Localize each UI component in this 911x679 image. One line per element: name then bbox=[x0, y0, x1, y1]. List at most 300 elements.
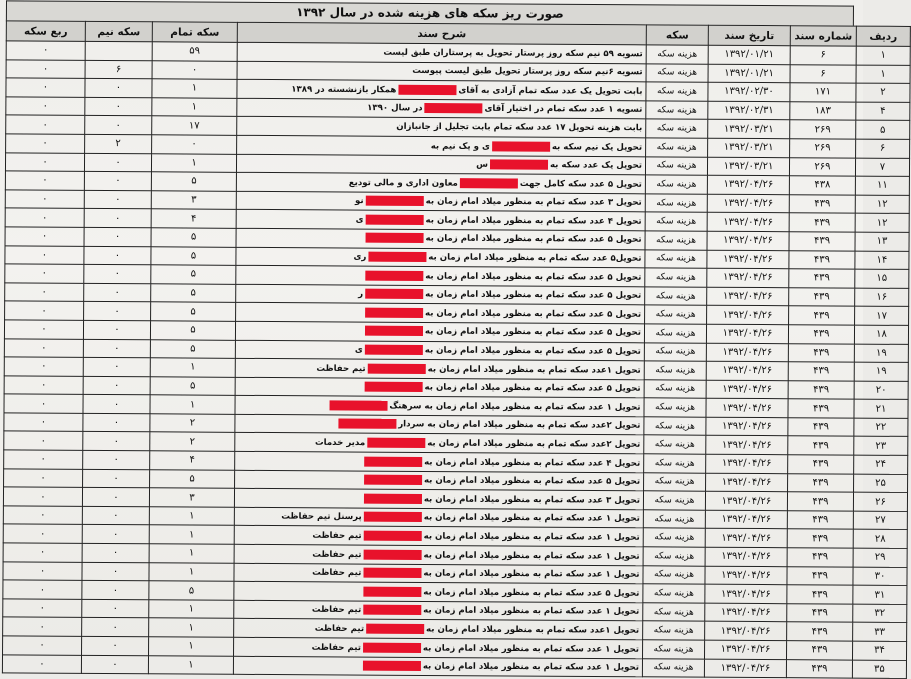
full-coin-cell: ۵ bbox=[151, 265, 236, 284]
full-coin-cell: ۱ bbox=[149, 507, 234, 526]
description-cell bbox=[235, 470, 644, 491]
half-coin-cell: ۰ bbox=[81, 655, 148, 674]
quarter-coin-cell: ۰ bbox=[4, 431, 83, 450]
description-cell bbox=[236, 191, 645, 212]
coin-type-cell: هزینه سکه bbox=[644, 361, 706, 380]
full-coin-cell: ۲ bbox=[150, 432, 235, 451]
doc-date-cell: ۱۳۹۲/۰۴/۲۶ bbox=[706, 436, 788, 455]
coin-type-cell: هزینه سکه bbox=[644, 380, 706, 399]
quarter-coin-cell: ۰ bbox=[4, 376, 83, 395]
row-number-cell: ۲۵ bbox=[854, 474, 908, 493]
coin-type-cell: هزینه سکه bbox=[642, 658, 704, 677]
quarter-coin-cell: ۰ bbox=[3, 636, 82, 655]
row-number-cell: ۱۲ bbox=[855, 195, 909, 214]
full-coin-cell: ۱ bbox=[150, 395, 235, 414]
description-suffix: تیم حفاظت bbox=[315, 624, 364, 634]
description-suffix: پرسنل تیم حفاظت bbox=[281, 512, 362, 522]
doc-date-cell: ۱۳۹۲/۰۳/۲۱ bbox=[708, 120, 790, 139]
redaction-mark bbox=[398, 85, 456, 95]
description-suffix: ی و یک نیم به bbox=[431, 141, 490, 151]
doc-number-cell: ۴۳۹ bbox=[789, 250, 855, 269]
full-coin-cell: ۵ bbox=[150, 321, 235, 340]
doc-number-cell: ۴۳۹ bbox=[789, 306, 855, 325]
full-coin-cell: ۱ bbox=[152, 98, 237, 117]
doc-date-cell: ۱۳۹۲/۰۴/۲۶ bbox=[705, 603, 787, 622]
coin-type-cell: هزینه سکه bbox=[643, 491, 705, 510]
full-coin-cell: ۴ bbox=[151, 209, 236, 228]
redaction-mark bbox=[460, 178, 518, 188]
full-coin-cell: ۵ bbox=[151, 228, 236, 247]
description-text: تحویل ۱عدد سکه تمام به منظور میلاد امام زمان به bbox=[428, 364, 641, 375]
half-coin-cell bbox=[85, 41, 152, 60]
full-coin-cell: ۱ bbox=[149, 562, 234, 581]
doc-date-cell: ۱۳۹۲/۰۴/۲۶ bbox=[706, 380, 788, 399]
coin-type-cell: هزینه سکه bbox=[645, 156, 707, 175]
doc-date-cell: ۱۳۹۲/۰۱/۲۱ bbox=[708, 45, 790, 64]
doc-number-cell: ۴۳۹ bbox=[789, 287, 855, 306]
full-coin-cell: ۲ bbox=[150, 414, 235, 433]
full-coin-cell: ۱ bbox=[148, 655, 233, 674]
header-half-coin: سکه نیم bbox=[85, 21, 152, 41]
half-coin-cell: ۰ bbox=[82, 488, 149, 507]
redaction-mark bbox=[365, 345, 423, 355]
description-text: تحویل ۵ عدد سکه تمام به منظور میلاد امام زمان به bbox=[424, 476, 640, 487]
full-coin-cell: ۵۹ bbox=[152, 42, 237, 61]
description-text: تحویل ۱ عدد سکه تمام به منظور میلاد امام زمان به bbox=[423, 569, 639, 580]
full-coin-cell: ۱ bbox=[149, 544, 234, 563]
description-cell bbox=[235, 433, 644, 454]
description-text: تحویل ۱ عدد سکه تمام به منظور میلاد امام زمان به bbox=[423, 662, 639, 673]
doc-date-cell: ۱۳۹۲/۰۴/۲۶ bbox=[705, 529, 787, 548]
quarter-coin-cell: ۰ bbox=[5, 171, 84, 190]
coin-type-cell: هزینه سکه bbox=[645, 212, 707, 231]
description-cell bbox=[236, 172, 645, 193]
coin-type-cell: هزینه سکه bbox=[643, 565, 705, 584]
description-text: تحویل ۱عدد سکه تمام به منظور میلاد امام زمان به bbox=[426, 624, 639, 635]
quarter-coin-cell: ۰ bbox=[6, 41, 85, 60]
redaction-mark bbox=[338, 419, 396, 429]
doc-number-cell: ۴۳۹ bbox=[787, 511, 853, 530]
redaction-mark bbox=[363, 642, 421, 652]
row-number-cell: ۲۸ bbox=[853, 530, 907, 549]
description-suffix: تیم حفاظت bbox=[312, 642, 361, 652]
doc-number-cell: ۶ bbox=[790, 46, 856, 65]
description-suffix: نو bbox=[355, 196, 364, 206]
half-coin-cell: ۰ bbox=[83, 432, 150, 451]
doc-date-cell: ۱۳۹۲/۰۴/۲۶ bbox=[707, 194, 789, 213]
half-coin-cell: ۰ bbox=[84, 246, 151, 265]
doc-number-cell: ۴۳۹ bbox=[786, 641, 852, 660]
description-suffix: تیم حفاظت bbox=[316, 363, 365, 373]
doc-date-cell: ۱۳۹۲/۰۴/۲۶ bbox=[706, 473, 788, 492]
description-text: تحویل ۱ عدد سکه تمام به منظور میلاد امام زمان به bbox=[423, 550, 639, 561]
redaction-mark bbox=[425, 103, 483, 113]
half-coin-cell: ۰ bbox=[82, 636, 149, 655]
row-number-cell: ۳۱ bbox=[853, 585, 907, 604]
doc-number-cell: ۴۳۹ bbox=[788, 399, 854, 418]
doc-number-cell: ۴۳۹ bbox=[787, 492, 853, 511]
coin-type-cell: هزینه سکه bbox=[644, 342, 706, 361]
doc-date-cell: ۱۳۹۲/۰۱/۲۱ bbox=[708, 64, 790, 83]
description-text: تسویه ۱ عدد سکه تمام در اختیار آقای bbox=[485, 104, 643, 115]
coin-type-cell: هزینه سکه bbox=[645, 268, 707, 287]
description-text: بابت تحویل یک عدد سکه تمام آزادی به آقای bbox=[458, 85, 642, 96]
doc-number-cell: ۴۳۹ bbox=[789, 213, 855, 232]
redaction-mark bbox=[364, 475, 422, 485]
header-row-number: ردیف bbox=[856, 26, 910, 46]
full-coin-cell: ۱ bbox=[149, 618, 234, 637]
description-text: تحویل ۱ عدد سکه تمام به منظور میلاد امام زمان به سرهنگ bbox=[389, 401, 640, 413]
full-coin-cell: ۵ bbox=[149, 581, 234, 600]
redaction-mark bbox=[367, 438, 425, 448]
description-cell bbox=[234, 563, 643, 584]
half-coin-cell: ۰ bbox=[84, 153, 151, 172]
quarter-coin-cell: ۰ bbox=[3, 599, 82, 618]
doc-date-cell: ۱۳۹۲/۰۴/۲۶ bbox=[705, 622, 787, 641]
redaction-mark bbox=[490, 159, 548, 169]
doc-number-cell: ۴۳۹ bbox=[789, 232, 855, 251]
row-number-cell: ۲۷ bbox=[853, 511, 907, 530]
coin-type-cell: هزینه سکه bbox=[646, 101, 708, 120]
quarter-coin-cell: ۰ bbox=[6, 97, 85, 116]
description-suffix: همکار بازنشسته در ۱۳۸۹ bbox=[291, 84, 396, 95]
redaction-mark bbox=[492, 141, 550, 151]
coin-type-cell: هزینه سکه bbox=[644, 398, 706, 417]
doc-date-cell: ۱۳۹۲/۰۴/۲۶ bbox=[706, 343, 788, 362]
redaction-mark bbox=[365, 289, 423, 299]
half-coin-cell: ۰ bbox=[83, 357, 150, 376]
full-coin-cell: ۱ bbox=[151, 153, 236, 172]
row-number-cell: ۳۴ bbox=[852, 641, 906, 660]
description-cell bbox=[237, 42, 646, 63]
quarter-coin-cell: ۰ bbox=[5, 245, 84, 264]
quarter-coin-cell: ۰ bbox=[5, 152, 84, 171]
coin-type-cell: هزینه سکه bbox=[646, 82, 708, 101]
full-coin-cell: ۵ bbox=[151, 246, 236, 265]
coin-type-cell: هزینه سکه bbox=[643, 603, 705, 622]
doc-date-cell: ۱۳۹۲/۰۴/۲۶ bbox=[707, 268, 789, 287]
description-cell bbox=[234, 619, 643, 640]
doc-number-cell: ۴۳۹ bbox=[788, 325, 854, 344]
description-text: تحویل یک نیم سکه به bbox=[552, 142, 642, 153]
quarter-coin-cell: ۰ bbox=[4, 394, 83, 413]
doc-number-cell: ۲۶۹ bbox=[790, 120, 856, 139]
description-cell bbox=[234, 507, 643, 528]
description-cell bbox=[234, 526, 643, 547]
redaction-mark bbox=[365, 382, 423, 392]
half-coin-cell: ۰ bbox=[82, 599, 149, 618]
doc-date-cell: ۱۳۹۲/۰۴/۲۶ bbox=[704, 640, 786, 659]
quarter-coin-cell: ۰ bbox=[4, 338, 83, 357]
full-coin-cell: ۵ bbox=[151, 302, 236, 321]
quarter-coin-cell: ۰ bbox=[4, 413, 83, 432]
row-number-cell: ۶ bbox=[856, 139, 910, 158]
doc-number-cell: ۴۳۹ bbox=[788, 473, 854, 492]
coin-type-cell: هزینه سکه bbox=[646, 63, 708, 82]
quarter-coin-cell: ۰ bbox=[3, 617, 82, 636]
doc-number-cell: ۴۳۹ bbox=[787, 585, 853, 604]
quarter-coin-cell: ۰ bbox=[4, 320, 83, 339]
doc-number-cell: ۴۳۹ bbox=[786, 659, 852, 678]
row-number-cell: ۳۰ bbox=[853, 567, 907, 586]
coin-type-cell: هزینه سکه bbox=[646, 138, 708, 157]
quarter-coin-cell: ۰ bbox=[6, 78, 85, 97]
header-full-coin: سکه تمام bbox=[152, 22, 237, 43]
half-coin-cell: ۰ bbox=[85, 116, 152, 135]
description-text: بابت هزینه تحویل ۱۷ عدد سکه تمام بابت تجلیل از جانبازان bbox=[396, 122, 642, 134]
row-number-cell: ۱۷ bbox=[855, 306, 909, 325]
row-number-cell: ۲۶ bbox=[853, 492, 907, 511]
row-number-cell: ۲۱ bbox=[854, 399, 908, 418]
full-coin-cell: ۱ bbox=[149, 637, 234, 656]
coin-type-cell: هزینه سکه bbox=[644, 435, 706, 454]
full-coin-cell: ۱ bbox=[149, 600, 234, 619]
redaction-mark bbox=[363, 568, 421, 578]
description-text: تحویل ۳ عدد سکه تمام به منظور میلاد امام زمان به bbox=[426, 197, 642, 208]
description-text: تحویل ۵ عدد سکه تمام به منظور میلاد امام زمان به bbox=[423, 587, 639, 598]
full-coin-cell: ۰ bbox=[152, 135, 237, 154]
description-cell bbox=[234, 544, 643, 565]
row-number-cell: ۱ bbox=[856, 46, 910, 65]
quarter-coin-cell: ۰ bbox=[6, 134, 85, 153]
description-cell bbox=[235, 321, 644, 342]
doc-date-cell: ۱۳۹۲/۰۴/۲۶ bbox=[707, 250, 789, 269]
half-coin-cell: ۰ bbox=[84, 209, 151, 228]
description-text: تحویل ۲عدد سکه تمام به منظور میلاد امام زمان به سردار bbox=[398, 420, 640, 431]
row-number-cell: ۷ bbox=[855, 158, 909, 177]
coin-type-cell: هزینه سکه bbox=[645, 175, 707, 194]
header-quarter-coin: ربع سکه bbox=[6, 21, 85, 41]
row-number-cell: ۲ bbox=[856, 83, 910, 102]
description-cell bbox=[237, 80, 646, 101]
description-text: تسویه ۶نیم سکه روز پرستار تحویل طبق لیست پیوست bbox=[412, 66, 642, 77]
coin-type-cell: هزینه سکه bbox=[644, 324, 706, 343]
doc-date-cell: ۱۳۹۲/۰۴/۲۶ bbox=[705, 547, 787, 566]
row-number-cell: ۴ bbox=[856, 102, 910, 121]
description-cell bbox=[235, 340, 644, 361]
quarter-coin-cell: ۰ bbox=[2, 654, 81, 673]
row-number-cell: ۵ bbox=[856, 120, 910, 139]
description-cell bbox=[234, 582, 643, 603]
description-suffix: در سال ۱۳۹۰ bbox=[367, 103, 423, 113]
half-coin-cell: ۰ bbox=[84, 172, 151, 191]
row-number-cell: ۱۴ bbox=[855, 251, 909, 270]
quarter-coin-cell: ۰ bbox=[5, 283, 84, 302]
header-doc-number: شماره سند bbox=[790, 26, 856, 46]
description-text: تحویل ۴ عدد سکه تمام به منظور میلاد امام زمان به bbox=[426, 215, 642, 226]
coin-type-cell: هزینه سکه bbox=[643, 510, 705, 529]
redaction-mark bbox=[364, 493, 422, 503]
doc-date-cell: ۱۳۹۲/۰۴/۲۶ bbox=[707, 231, 789, 250]
half-coin-cell: ۰ bbox=[84, 227, 151, 246]
doc-date-cell: ۱۳۹۲/۰۴/۲۶ bbox=[705, 584, 787, 603]
full-coin-cell: ۵ bbox=[150, 376, 235, 395]
doc-date-cell: ۱۳۹۲/۰۴/۲۶ bbox=[707, 287, 789, 306]
description-text: تحویل ۵ عدد سکه تمام به منظور میلاد امام زمان به bbox=[425, 271, 641, 282]
coin-type-cell: هزینه سکه bbox=[645, 194, 707, 213]
doc-number-cell: ۴۳۹ bbox=[788, 343, 854, 362]
description-text: تحویل ۲عدد سکه تمام به منظور میلاد امام زمان به bbox=[427, 439, 640, 450]
coin-type-cell: هزینه سکه bbox=[645, 287, 707, 306]
redaction-mark bbox=[368, 252, 426, 262]
row-number-cell: ۲۰ bbox=[854, 381, 908, 400]
redaction-mark bbox=[364, 531, 422, 541]
doc-number-cell: ۴۳۹ bbox=[787, 566, 853, 585]
redaction-mark bbox=[365, 307, 423, 317]
description-text: تحویل ۵ عدد سکه تمام به منظور میلاد امام زمان به bbox=[425, 383, 641, 394]
full-coin-cell: ۵ bbox=[150, 469, 235, 488]
half-coin-cell: ۰ bbox=[84, 283, 151, 302]
coin-expense-table bbox=[2, 20, 911, 679]
row-number-cell: ۱۹ bbox=[854, 362, 908, 381]
quarter-coin-cell: ۰ bbox=[6, 115, 85, 134]
half-coin-cell: ۰ bbox=[83, 413, 150, 432]
description-cell bbox=[234, 600, 643, 621]
half-coin-cell: ۰ bbox=[85, 97, 152, 116]
doc-date-cell: ۱۳۹۲/۰۴/۲۶ bbox=[705, 510, 787, 529]
full-coin-cell: ۵ bbox=[151, 172, 236, 191]
quarter-coin-cell: ۰ bbox=[4, 469, 83, 488]
row-number-cell: ۱ bbox=[856, 65, 910, 84]
doc-date-cell: ۱۳۹۲/۰۴/۲۶ bbox=[706, 454, 788, 473]
quarter-coin-cell: ۰ bbox=[3, 506, 82, 525]
half-coin-cell: ۰ bbox=[82, 581, 149, 600]
doc-number-cell: ۲۶۹ bbox=[789, 157, 855, 176]
quarter-coin-cell: ۰ bbox=[6, 60, 85, 79]
full-coin-cell: ۳ bbox=[149, 488, 234, 507]
redaction-mark bbox=[366, 215, 424, 225]
description-cell bbox=[233, 656, 642, 677]
coin-type-cell: هزینه سکه bbox=[645, 231, 707, 250]
half-coin-cell: ۰ bbox=[83, 320, 150, 339]
quarter-coin-cell: ۰ bbox=[3, 562, 82, 581]
redaction-mark bbox=[365, 326, 423, 336]
full-coin-cell: ۵ bbox=[150, 339, 235, 358]
description-text: تحویل ۱ عدد سکه تمام به منظور میلاد امام زمان به bbox=[424, 531, 640, 542]
doc-number-cell: ۴۳۹ bbox=[788, 418, 854, 437]
quarter-coin-cell: ۰ bbox=[5, 227, 84, 246]
redaction-mark bbox=[364, 456, 422, 466]
doc-date-cell: ۱۳۹۲/۰۴/۲۶ bbox=[705, 566, 787, 585]
description-suffix: تیم حفاظت bbox=[312, 568, 361, 578]
description-suffix: ی bbox=[356, 215, 364, 225]
description-text: تحویل ۴ عدد سکه تمام به منظور میلاد امام زمان به bbox=[424, 457, 640, 468]
description-cell bbox=[236, 284, 645, 305]
doc-number-cell: ۲۶۹ bbox=[790, 139, 856, 158]
doc-number-cell: ۴۳۹ bbox=[788, 362, 854, 381]
doc-date-cell: ۱۳۹۲/۰۴/۲۶ bbox=[706, 398, 788, 417]
doc-date-cell: ۱۳۹۲/۰۴/۲۶ bbox=[705, 491, 787, 510]
row-number-cell: ۲۴ bbox=[854, 455, 908, 474]
doc-date-cell: ۱۳۹۲/۰۲/۳۰ bbox=[708, 82, 790, 101]
row-number-cell: ۱۲ bbox=[855, 213, 909, 232]
full-coin-cell: ۱۷ bbox=[152, 116, 237, 135]
description-suffix: ی bbox=[355, 345, 363, 355]
redaction-mark bbox=[363, 605, 421, 615]
description-cell bbox=[236, 228, 645, 249]
description-cell bbox=[237, 117, 646, 138]
doc-number-cell: ۴۳۹ bbox=[787, 548, 853, 567]
redaction-mark bbox=[364, 512, 422, 522]
header-coin-type: سکه bbox=[646, 25, 708, 45]
description-text: تسویه ۵۹ نیم سکه روز پرستار تحویل به پرستاران طبق لیست bbox=[383, 48, 642, 60]
row-number-cell: ۱۵ bbox=[855, 269, 909, 288]
half-coin-cell: ۰ bbox=[82, 506, 149, 525]
row-number-cell: ۲۲ bbox=[854, 418, 908, 437]
doc-date-cell: ۱۳۹۲/۰۴/۲۶ bbox=[706, 324, 788, 343]
row-number-cell: ۱۶ bbox=[855, 288, 909, 307]
coin-type-cell: هزینه سکه bbox=[643, 528, 705, 547]
redaction-mark bbox=[368, 363, 426, 373]
full-coin-cell: ۳ bbox=[151, 191, 236, 210]
coin-type-cell: هزینه سکه bbox=[646, 119, 708, 138]
quarter-coin-cell: ۰ bbox=[5, 301, 84, 320]
document-sheet bbox=[2, 0, 854, 678]
description-cell bbox=[234, 489, 643, 510]
doc-number-cell: ۴۳۹ bbox=[787, 529, 853, 548]
row-number-cell: ۱۱ bbox=[855, 176, 909, 195]
coin-type-cell: هزینه سکه bbox=[645, 305, 707, 324]
quarter-coin-cell: ۰ bbox=[3, 487, 82, 506]
row-number-cell: ۳۵ bbox=[852, 660, 906, 679]
coin-type-cell: هزینه سکه bbox=[643, 621, 705, 640]
quarter-coin-cell: ۰ bbox=[3, 580, 82, 599]
description-text: تحویل یک عدد سکه به bbox=[550, 160, 642, 171]
description-suffix: ر bbox=[358, 289, 363, 299]
document-title: صورت ریز سکه های هزینه شده در سال ۱۳۹۲ bbox=[6, 0, 854, 25]
doc-date-cell: ۱۳۹۲/۰۳/۲۱ bbox=[708, 138, 790, 157]
half-coin-cell: ۰ bbox=[83, 339, 150, 358]
row-number-cell: ۳۲ bbox=[853, 604, 907, 623]
coin-type-cell: هزینه سکه bbox=[644, 454, 706, 473]
description-cell bbox=[236, 247, 645, 268]
doc-date-cell: ۱۳۹۲/۰۴/۲۶ bbox=[704, 659, 786, 678]
description-text: تحویل ۵ عدد سکه تمام به منظور میلاد امام زمان به bbox=[425, 234, 641, 245]
half-coin-cell: ۰ bbox=[84, 190, 151, 209]
coin-type-cell: هزینه سکه bbox=[643, 584, 705, 603]
description-text: تحویل ۵ عدد سکه تمام به منظور میلاد امام زمان به bbox=[425, 290, 641, 301]
description-text: تحویل ۱ عدد سکه تمام به منظور میلاد امام زمان به bbox=[423, 606, 639, 617]
coin-type-cell: هزینه سکه bbox=[644, 417, 706, 436]
doc-date-cell: ۱۳۹۲/۰۳/۲۱ bbox=[707, 157, 789, 176]
header-description: شرح سند bbox=[237, 22, 646, 44]
quarter-coin-cell: ۰ bbox=[4, 450, 83, 469]
description-cell bbox=[237, 135, 646, 156]
header-doc-date: تاریخ سند bbox=[708, 25, 790, 46]
full-coin-cell: ۱ bbox=[152, 79, 237, 98]
redaction-mark bbox=[329, 400, 387, 410]
coin-type-cell: هزینه سکه bbox=[643, 547, 705, 566]
description-cell bbox=[236, 154, 645, 175]
description-cell bbox=[237, 61, 646, 82]
description-suffix: تیم حفاظت bbox=[312, 605, 361, 615]
description-suffix: ری bbox=[353, 252, 366, 262]
description-suffix: تیم حفاظت bbox=[312, 549, 361, 559]
doc-number-cell: ۱۸۳ bbox=[790, 101, 856, 120]
description-text: تحویل ۱ عدد سکه تمام به منظور میلاد امام زمان به bbox=[423, 643, 639, 654]
table-body bbox=[2, 41, 910, 679]
description-suffix: س bbox=[476, 160, 488, 170]
doc-number-cell: ۶ bbox=[790, 64, 856, 83]
description-cell bbox=[236, 210, 645, 231]
description-text: تحویل ۵ عدد سکه کامل جهت bbox=[520, 179, 642, 190]
doc-number-cell: ۴۳۹ bbox=[787, 622, 853, 641]
description-cell bbox=[237, 98, 646, 119]
description-cell bbox=[235, 451, 644, 472]
half-coin-cell: ۰ bbox=[82, 525, 149, 544]
doc-number-cell: ۴۳۹ bbox=[787, 604, 853, 623]
doc-number-cell: ۴۳۹ bbox=[788, 436, 854, 455]
